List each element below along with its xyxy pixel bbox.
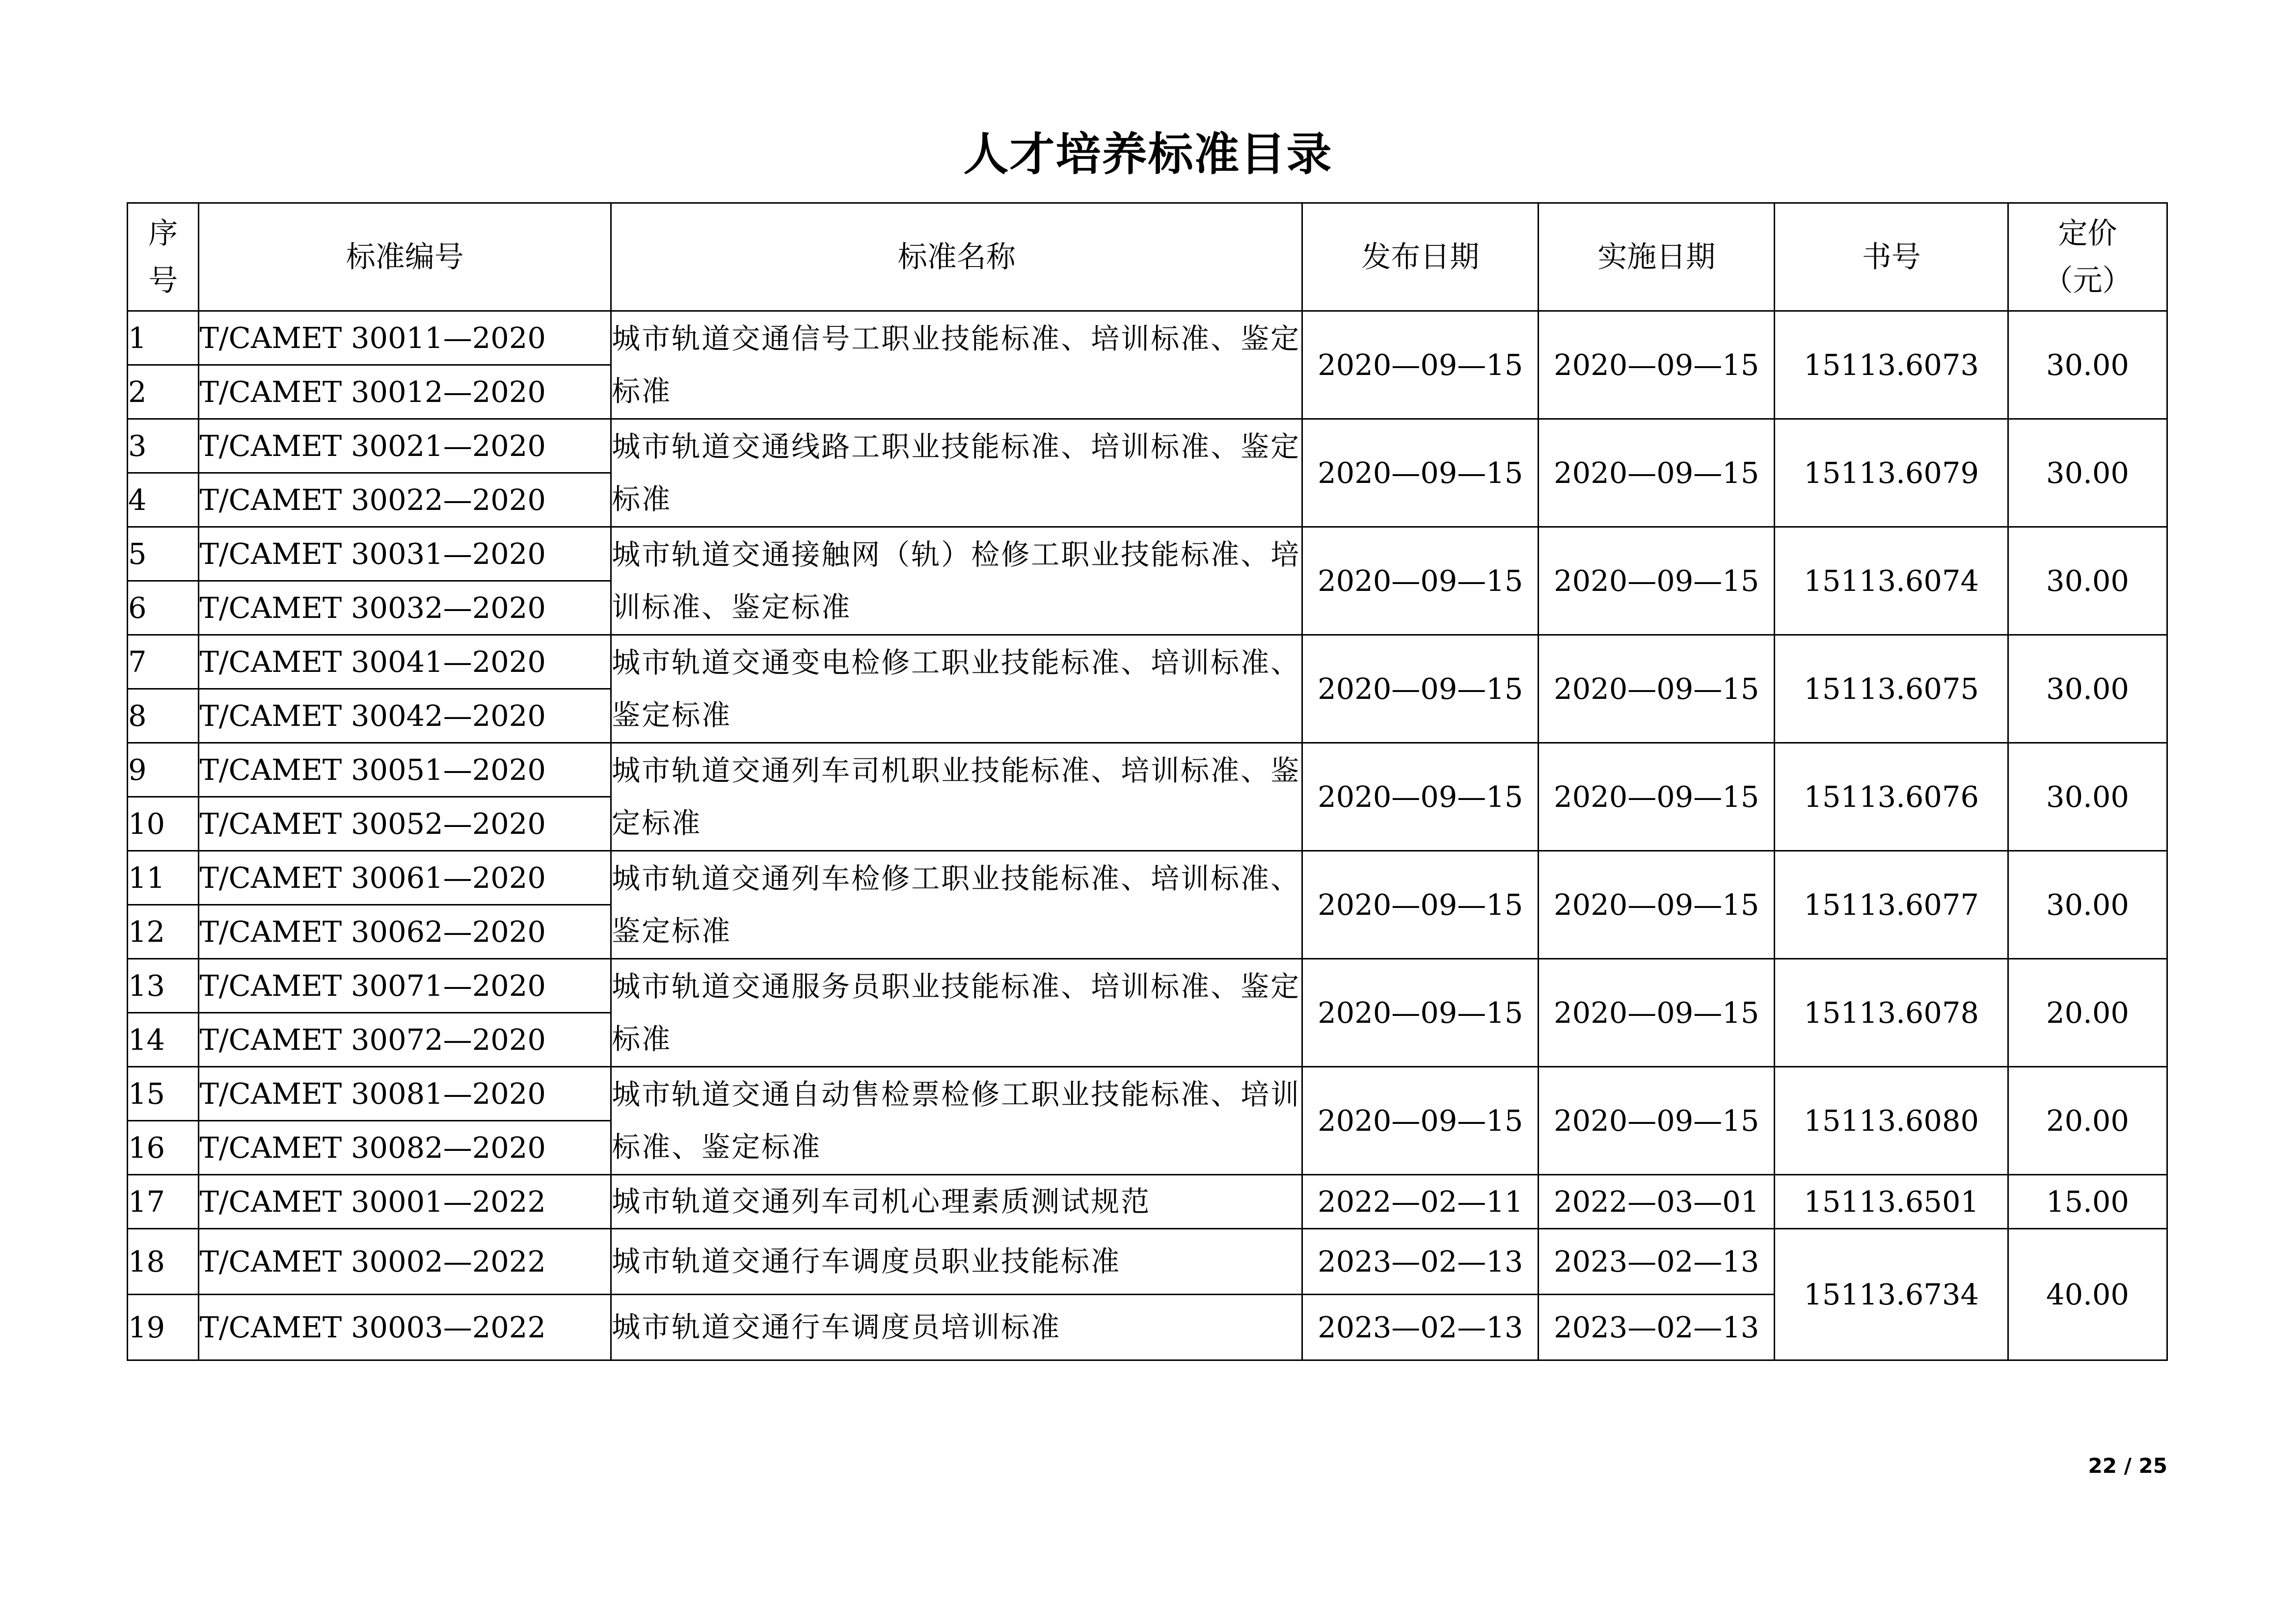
code-cell: T/CAMET 30012—2020 [199,365,611,419]
book-number-cell: 15113.6079 [1775,419,2008,527]
table-row [128,1175,2167,1229]
seq-cell: 11 [128,851,199,905]
code-cell: T/CAMET 30032—2020 [199,581,611,635]
name-cell: 城市轨道交通服务员职业技能标准、培训标准、鉴定标准 [611,959,1302,1067]
implement-date-cell: 2023—02—13 [1538,1295,1775,1360]
seq-cell: 8 [128,689,199,743]
publish-date-cell: 2020—09—15 [1302,743,1539,851]
code-cell: T/CAMET 30003—2022 [199,1295,611,1360]
code-cell: T/CAMET 30042—2020 [199,689,611,743]
price-cell: 30.00 [2008,527,2167,635]
seq-cell: 3 [128,419,199,473]
publish-date-cell: 2020—09—15 [1302,635,1539,743]
name-cell: 城市轨道交通列车检修工职业技能标准、培训标准、鉴定标准 [611,851,1302,959]
seq-cell: 9 [128,743,199,797]
table-row [128,635,2167,689]
code-cell: T/CAMET 30021—2020 [199,419,611,473]
code-cell: T/CAMET 30082—2020 [199,1121,611,1175]
book-number-cell: 15113.6073 [1775,311,2008,419]
table-row [128,959,2167,1013]
book-number-cell: 15113.6077 [1775,851,2008,959]
name-cell: 城市轨道交通接触网（轨）检修工职业技能标准、培训标准、鉴定标准 [611,527,1302,635]
seq-cell: 14 [128,1013,199,1067]
publish-date-cell: 2020—09—15 [1302,527,1539,635]
standards-catalog-table [127,202,2168,1361]
code-cell: T/CAMET 30062—2020 [199,905,611,959]
book-number-cell: 15113.6734 [1775,1229,2008,1360]
table-row [128,1067,2167,1121]
name-cell: 城市轨道交通变电检修工职业技能标准、培训标准、鉴定标准 [611,635,1302,743]
publish-date-cell: 2020—09—15 [1302,959,1539,1067]
page-title: 人才培养标准目录 [963,128,1333,181]
implement-date-cell: 2020—09—15 [1538,311,1775,419]
code-cell: T/CAMET 30081—2020 [199,1067,611,1121]
code-cell: T/CAMET 30061—2020 [199,851,611,905]
header-seq: 序 号 [128,203,199,311]
seq-cell: 12 [128,905,199,959]
header-row [128,203,2167,311]
code-cell: T/CAMET 30072—2020 [199,1013,611,1067]
book-number-cell: 15113.6074 [1775,527,2008,635]
implement-date-cell: 2020—09—15 [1538,419,1775,527]
implement-date-cell: 2020—09—15 [1538,959,1775,1067]
name-cell: 城市轨道交通列车司机心理素质测试规范 [611,1175,1302,1229]
seq-cell: 6 [128,581,199,635]
book-number-cell: 15113.6501 [1775,1175,2008,1229]
price-cell: 30.00 [2008,311,2167,419]
implement-date-cell: 2020—09—15 [1538,527,1775,635]
header-price: 定价 （元） [2008,203,2167,311]
code-cell: T/CAMET 30011—2020 [199,311,611,365]
price-cell: 40.00 [2008,1229,2167,1360]
price-cell: 20.00 [2008,1067,2167,1175]
seq-cell: 10 [128,797,199,851]
publish-date-cell: 2020—09—15 [1302,311,1539,419]
table-row [128,311,2167,365]
table-row [128,851,2167,905]
seq-cell: 1 [128,311,199,365]
publish-date-cell: 2023—02—13 [1302,1229,1539,1295]
code-cell: T/CAMET 30022—2020 [199,473,611,527]
name-cell: 城市轨道交通行车调度员职业技能标准 [611,1229,1302,1295]
name-cell: 城市轨道交通列车司机职业技能标准、培训标准、鉴定标准 [611,743,1302,851]
price-cell: 30.00 [2008,743,2167,851]
seq-cell: 18 [128,1229,199,1295]
seq-cell: 7 [128,635,199,689]
seq-cell: 13 [128,959,199,1013]
publish-date-cell: 2020—09—15 [1302,419,1539,527]
name-cell: 城市轨道交通自动售检票检修工职业技能标准、培训标准、鉴定标准 [611,1067,1302,1175]
seq-cell: 4 [128,473,199,527]
implement-date-cell: 2023—02—13 [1538,1229,1775,1295]
code-cell: T/CAMET 30001—2022 [199,1175,611,1229]
table-row [128,1229,2167,1295]
publish-date-cell: 2020—09—15 [1302,851,1539,959]
table-row [128,743,2167,797]
code-cell: T/CAMET 30051—2020 [199,743,611,797]
seq-cell: 5 [128,527,199,581]
seq-cell: 19 [128,1295,199,1360]
header-implement-date: 实施日期 [1538,203,1775,311]
name-cell: 城市轨道交通行车调度员培训标准 [611,1295,1302,1360]
header-publish-date: 发布日期 [1302,203,1539,311]
header-book-number: 书号 [1775,203,2008,311]
code-cell: T/CAMET 30002—2022 [199,1229,611,1295]
implement-date-cell: 2020—09—15 [1538,1067,1775,1175]
seq-cell: 16 [128,1121,199,1175]
price-cell: 30.00 [2008,851,2167,959]
book-number-cell: 15113.6076 [1775,743,2008,851]
table-row [128,419,2167,473]
code-cell: T/CAMET 30031—2020 [199,527,611,581]
publish-date-cell: 2023—02—13 [1302,1295,1539,1360]
seq-cell: 2 [128,365,199,419]
seq-cell: 15 [128,1067,199,1121]
code-cell: T/CAMET 30041—2020 [199,635,611,689]
implement-date-cell: 2020—09—15 [1538,743,1775,851]
price-cell: 30.00 [2008,419,2167,527]
page-number: 22 / 25 [2088,1454,2167,1478]
implement-date-cell: 2022—03—01 [1538,1175,1775,1229]
book-number-cell: 15113.6078 [1775,959,2008,1067]
price-cell: 15.00 [2008,1175,2167,1229]
code-cell: T/CAMET 30052—2020 [199,797,611,851]
price-cell: 30.00 [2008,635,2167,743]
seq-cell: 17 [128,1175,199,1229]
header-code: 标准编号 [199,203,611,311]
header-name: 标准名称 [611,203,1302,311]
book-number-cell: 15113.6080 [1775,1067,2008,1175]
implement-date-cell: 2020—09—15 [1538,635,1775,743]
implement-date-cell: 2020—09—15 [1538,851,1775,959]
code-cell: T/CAMET 30071—2020 [199,959,611,1013]
book-number-cell: 15113.6075 [1775,635,2008,743]
name-cell: 城市轨道交通信号工职业技能标准、培训标准、鉴定标准 [611,311,1302,419]
publish-date-cell: 2020—09—15 [1302,1067,1539,1175]
table-row [128,527,2167,581]
price-cell: 20.00 [2008,959,2167,1067]
publish-date-cell: 2022—02—11 [1302,1175,1539,1229]
name-cell: 城市轨道交通线路工职业技能标准、培训标准、鉴定标准 [611,419,1302,527]
